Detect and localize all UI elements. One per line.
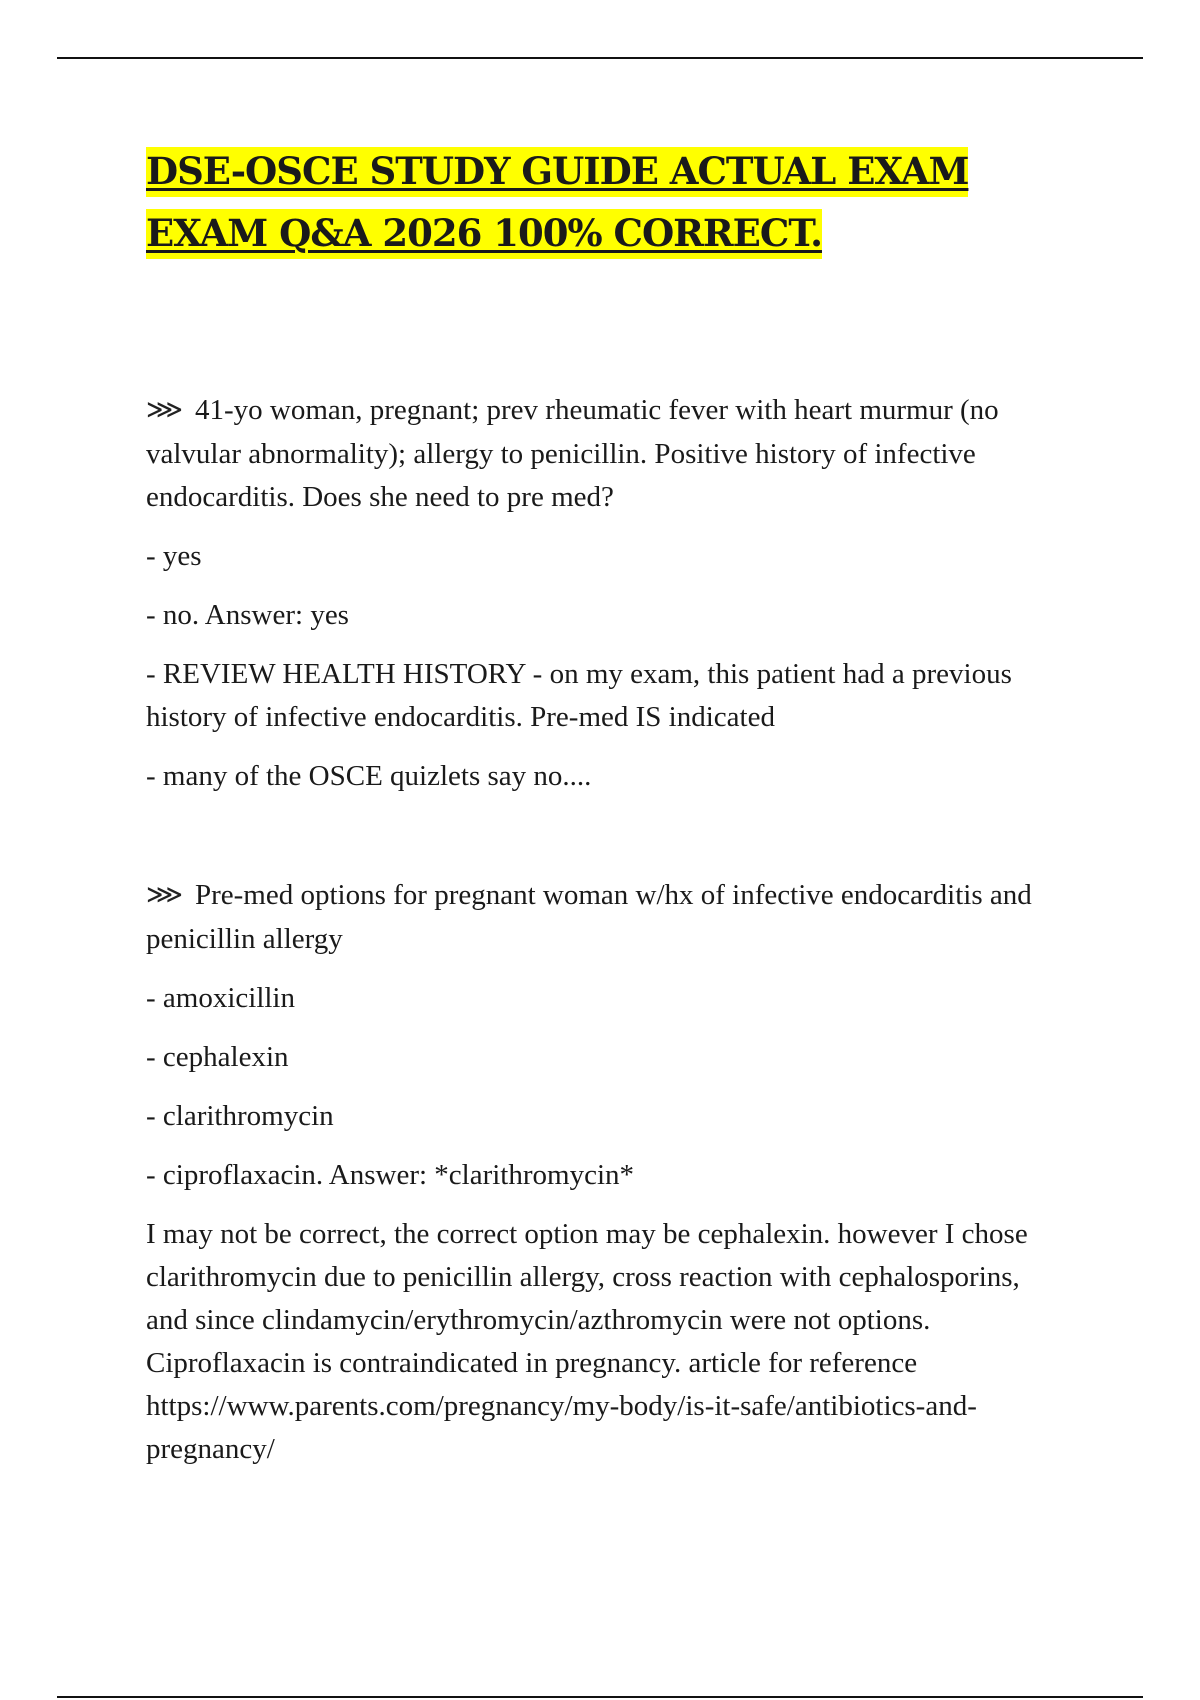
answer-line: - amoxicillin [146,982,295,1014]
answer-line: - REVIEW HEALTH HISTORY - on my exam, this patient had a previous history of infective endocarditis. Pre-med IS indicated [146,658,1012,733]
three-line-arrow-icon: ⋙ [146,880,183,910]
top-rule [57,57,1143,59]
document-body [146,140,1066,1487]
question-2-text: Pre-med options for pregnant woman w/hx of infective endocarditis and penicillin allergy [146,879,1032,955]
answer-line: - yes [146,540,202,572]
title-highlight: DSE-OSCE STUDY GUIDE ACTUAL EXAM EXAM Q&A 2026 100% CORRECT. [146,147,968,259]
explanation-paragraph: I may not be correct, the correct option may be cephalexin. however I chose clarithromycin due to penicillin allergy, cross reaction with cephalosporins, and since clindamycin/erythromycin/azthromycin were not options. Ciproflaxacin is contraindicated in pregnancy. article for reference https://www.parents.com/pregnancy/my-body/is-it-safe/antibiotics-and-pregnancy/ [146,1218,1028,1465]
question-1 [146,389,1066,519]
answer-line: - cephalexin [146,1041,289,1073]
answer-line: - many of the OSCE quizlets say no.... [146,760,592,792]
three-line-arrow-icon: ⋙ [146,395,183,425]
question-1-text: 41-yo woman, pregnant; prev rheumatic fever with heart murmur (no valvular abnormality); allergy to penicillin. Positive history of infective endocarditis. Does she need to pre med? [146,394,999,513]
question-2 [146,874,1066,961]
document-title [146,140,1066,264]
bottom-rule [57,1696,1143,1698]
qa-item-1 [146,389,1066,798]
answer-line: - no. Answer: yes [146,599,349,631]
answer-line: - clarithromycin [146,1100,334,1132]
answer-line: - ciproflaxacin. Answer: *clarithromycin* [146,1159,635,1191]
qa-item-2 [146,874,1066,1471]
